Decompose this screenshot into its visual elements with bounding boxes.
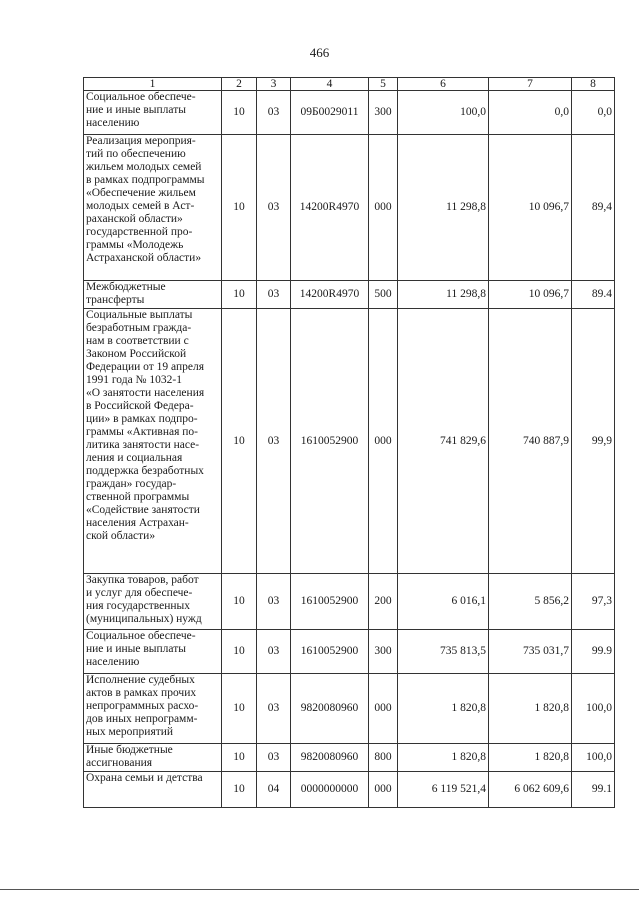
- cell-col-8: 100,0: [572, 674, 615, 744]
- cell-col-6: 741 829,6: [398, 309, 489, 574]
- cell-col-4: 14200R4970: [291, 281, 369, 309]
- page-number: 466: [309, 45, 330, 60]
- table-row: [84, 630, 615, 674]
- cell-col-7: 1 820,8: [489, 674, 572, 744]
- cell-col-7: 10 096,7: [489, 135, 572, 281]
- cell-col-5: 000: [369, 674, 398, 744]
- cell-col-4: 09Б0029011: [291, 91, 369, 135]
- row-name-cell: Закупка товаров, работ и услуг для обеспече- ния государственных (муниципальных) нужд: [84, 574, 222, 630]
- cell-col-6: 6 119 521,4: [398, 772, 489, 808]
- row-name-cell: Межбюджетные трансферты: [84, 281, 222, 309]
- cell-col-8: 89.4: [572, 281, 615, 309]
- cell-col-3: 03: [257, 744, 291, 772]
- cell-col-8: 99.9: [572, 630, 615, 674]
- cell-col-3: 03: [257, 91, 291, 135]
- cell-col-3: 03: [257, 574, 291, 630]
- column-header: 7: [489, 78, 572, 91]
- cell-col-8: 99,9: [572, 309, 615, 574]
- row-name-cell: Охрана семьи и детства: [84, 772, 222, 808]
- cell-col-4: 0000000000: [291, 772, 369, 808]
- cell-col-2: 10: [222, 309, 257, 574]
- column-header: 2: [222, 78, 257, 91]
- cell-col-6: 1 820,8: [398, 674, 489, 744]
- cell-col-5: 000: [369, 309, 398, 574]
- cell-col-8: 89,4: [572, 135, 615, 281]
- cell-col-5: 300: [369, 91, 398, 135]
- cell-col-4: 9820080960: [291, 674, 369, 744]
- table-row: [84, 574, 615, 630]
- cell-col-4: 1610052900: [291, 309, 369, 574]
- cell-col-5: 200: [369, 574, 398, 630]
- cell-col-6: 1 820,8: [398, 744, 489, 772]
- table-row: [84, 135, 615, 281]
- cell-col-4: 9820080960: [291, 744, 369, 772]
- table-row: [84, 91, 615, 135]
- page-bottom-divider: [0, 889, 639, 890]
- cell-col-5: 300: [369, 630, 398, 674]
- column-header: 4: [291, 78, 369, 91]
- cell-col-4: 14200R4970: [291, 135, 369, 281]
- cell-col-4: 1610052900: [291, 574, 369, 630]
- cell-col-7: 740 887,9: [489, 309, 572, 574]
- table-row: [84, 772, 615, 808]
- cell-col-2: 10: [222, 630, 257, 674]
- cell-col-3: 03: [257, 135, 291, 281]
- row-name-cell: Социальное обеспече- ние и иные выплаты населению: [84, 91, 222, 135]
- cell-col-7: 0,0: [489, 91, 572, 135]
- row-name-cell: Реализация мероприя- тий по обеспечению жильем молодых семей в рамках подпрограммы «Обеспечение жильем молодых семей в Аст- раханской области» государственной про- граммы «Молодежь Астраханской области»: [84, 135, 222, 281]
- cell-col-3: 03: [257, 630, 291, 674]
- cell-col-8: 99.1: [572, 772, 615, 808]
- cell-col-3: 04: [257, 772, 291, 808]
- budget-table: [83, 77, 615, 808]
- table-row: [84, 281, 615, 309]
- row-name-cell: Социальное обеспече- ние и иные выплаты населению: [84, 630, 222, 674]
- column-header: 1: [84, 78, 222, 91]
- row-name-cell: Социальные выплаты безработным гражда- нам в соответствии с Законом Российской Федерации от 19 апреля 1991 года № 1032-1 «О занятости населения в Российской Федера- ции» в рамках подпро- граммы «Активная по- литика занятости насе- ления и социальная поддержка безработных граждан» государ- ственной программы «Содействие занятости населения Астрахан- ской области»: [84, 309, 222, 574]
- cell-col-5: 800: [369, 744, 398, 772]
- header-row: [84, 78, 615, 91]
- cell-col-5: 000: [369, 772, 398, 808]
- cell-col-2: 10: [222, 674, 257, 744]
- cell-col-2: 10: [222, 135, 257, 281]
- table-row: [84, 309, 615, 574]
- column-header: 8: [572, 78, 615, 91]
- cell-col-2: 10: [222, 744, 257, 772]
- cell-col-4: 1610052900: [291, 630, 369, 674]
- cell-col-8: 0,0: [572, 91, 615, 135]
- cell-col-7: 1 820,8: [489, 744, 572, 772]
- cell-col-6: 11 298,8: [398, 281, 489, 309]
- cell-col-7: 735 031,7: [489, 630, 572, 674]
- cell-col-8: 97,3: [572, 574, 615, 630]
- cell-col-2: 10: [222, 281, 257, 309]
- cell-col-7: 6 062 609,6: [489, 772, 572, 808]
- cell-col-6: 6 016,1: [398, 574, 489, 630]
- row-name-cell: Иные бюджетные ассигнования: [84, 744, 222, 772]
- cell-col-6: 100,0: [398, 91, 489, 135]
- column-header: 5: [369, 78, 398, 91]
- cell-col-3: 03: [257, 674, 291, 744]
- cell-col-5: 000: [369, 135, 398, 281]
- cell-col-3: 03: [257, 309, 291, 574]
- cell-col-2: 10: [222, 772, 257, 808]
- cell-col-3: 03: [257, 281, 291, 309]
- cell-col-5: 500: [369, 281, 398, 309]
- cell-col-6: 11 298,8: [398, 135, 489, 281]
- cell-col-8: 100,0: [572, 744, 615, 772]
- column-header: 6: [398, 78, 489, 91]
- cell-col-2: 10: [222, 91, 257, 135]
- cell-col-6: 735 813,5: [398, 630, 489, 674]
- column-header: 3: [257, 78, 291, 91]
- table-row: [84, 744, 615, 772]
- cell-col-2: 10: [222, 574, 257, 630]
- table-body: [84, 91, 615, 808]
- cell-col-7: 5 856,2: [489, 574, 572, 630]
- cell-col-7: 10 096,7: [489, 281, 572, 309]
- row-name-cell: Исполнение судебных актов в рамках прочих непрограммных расхо- дов иных непрограмм- ных мероприятий: [84, 674, 222, 744]
- table-row: [84, 674, 615, 744]
